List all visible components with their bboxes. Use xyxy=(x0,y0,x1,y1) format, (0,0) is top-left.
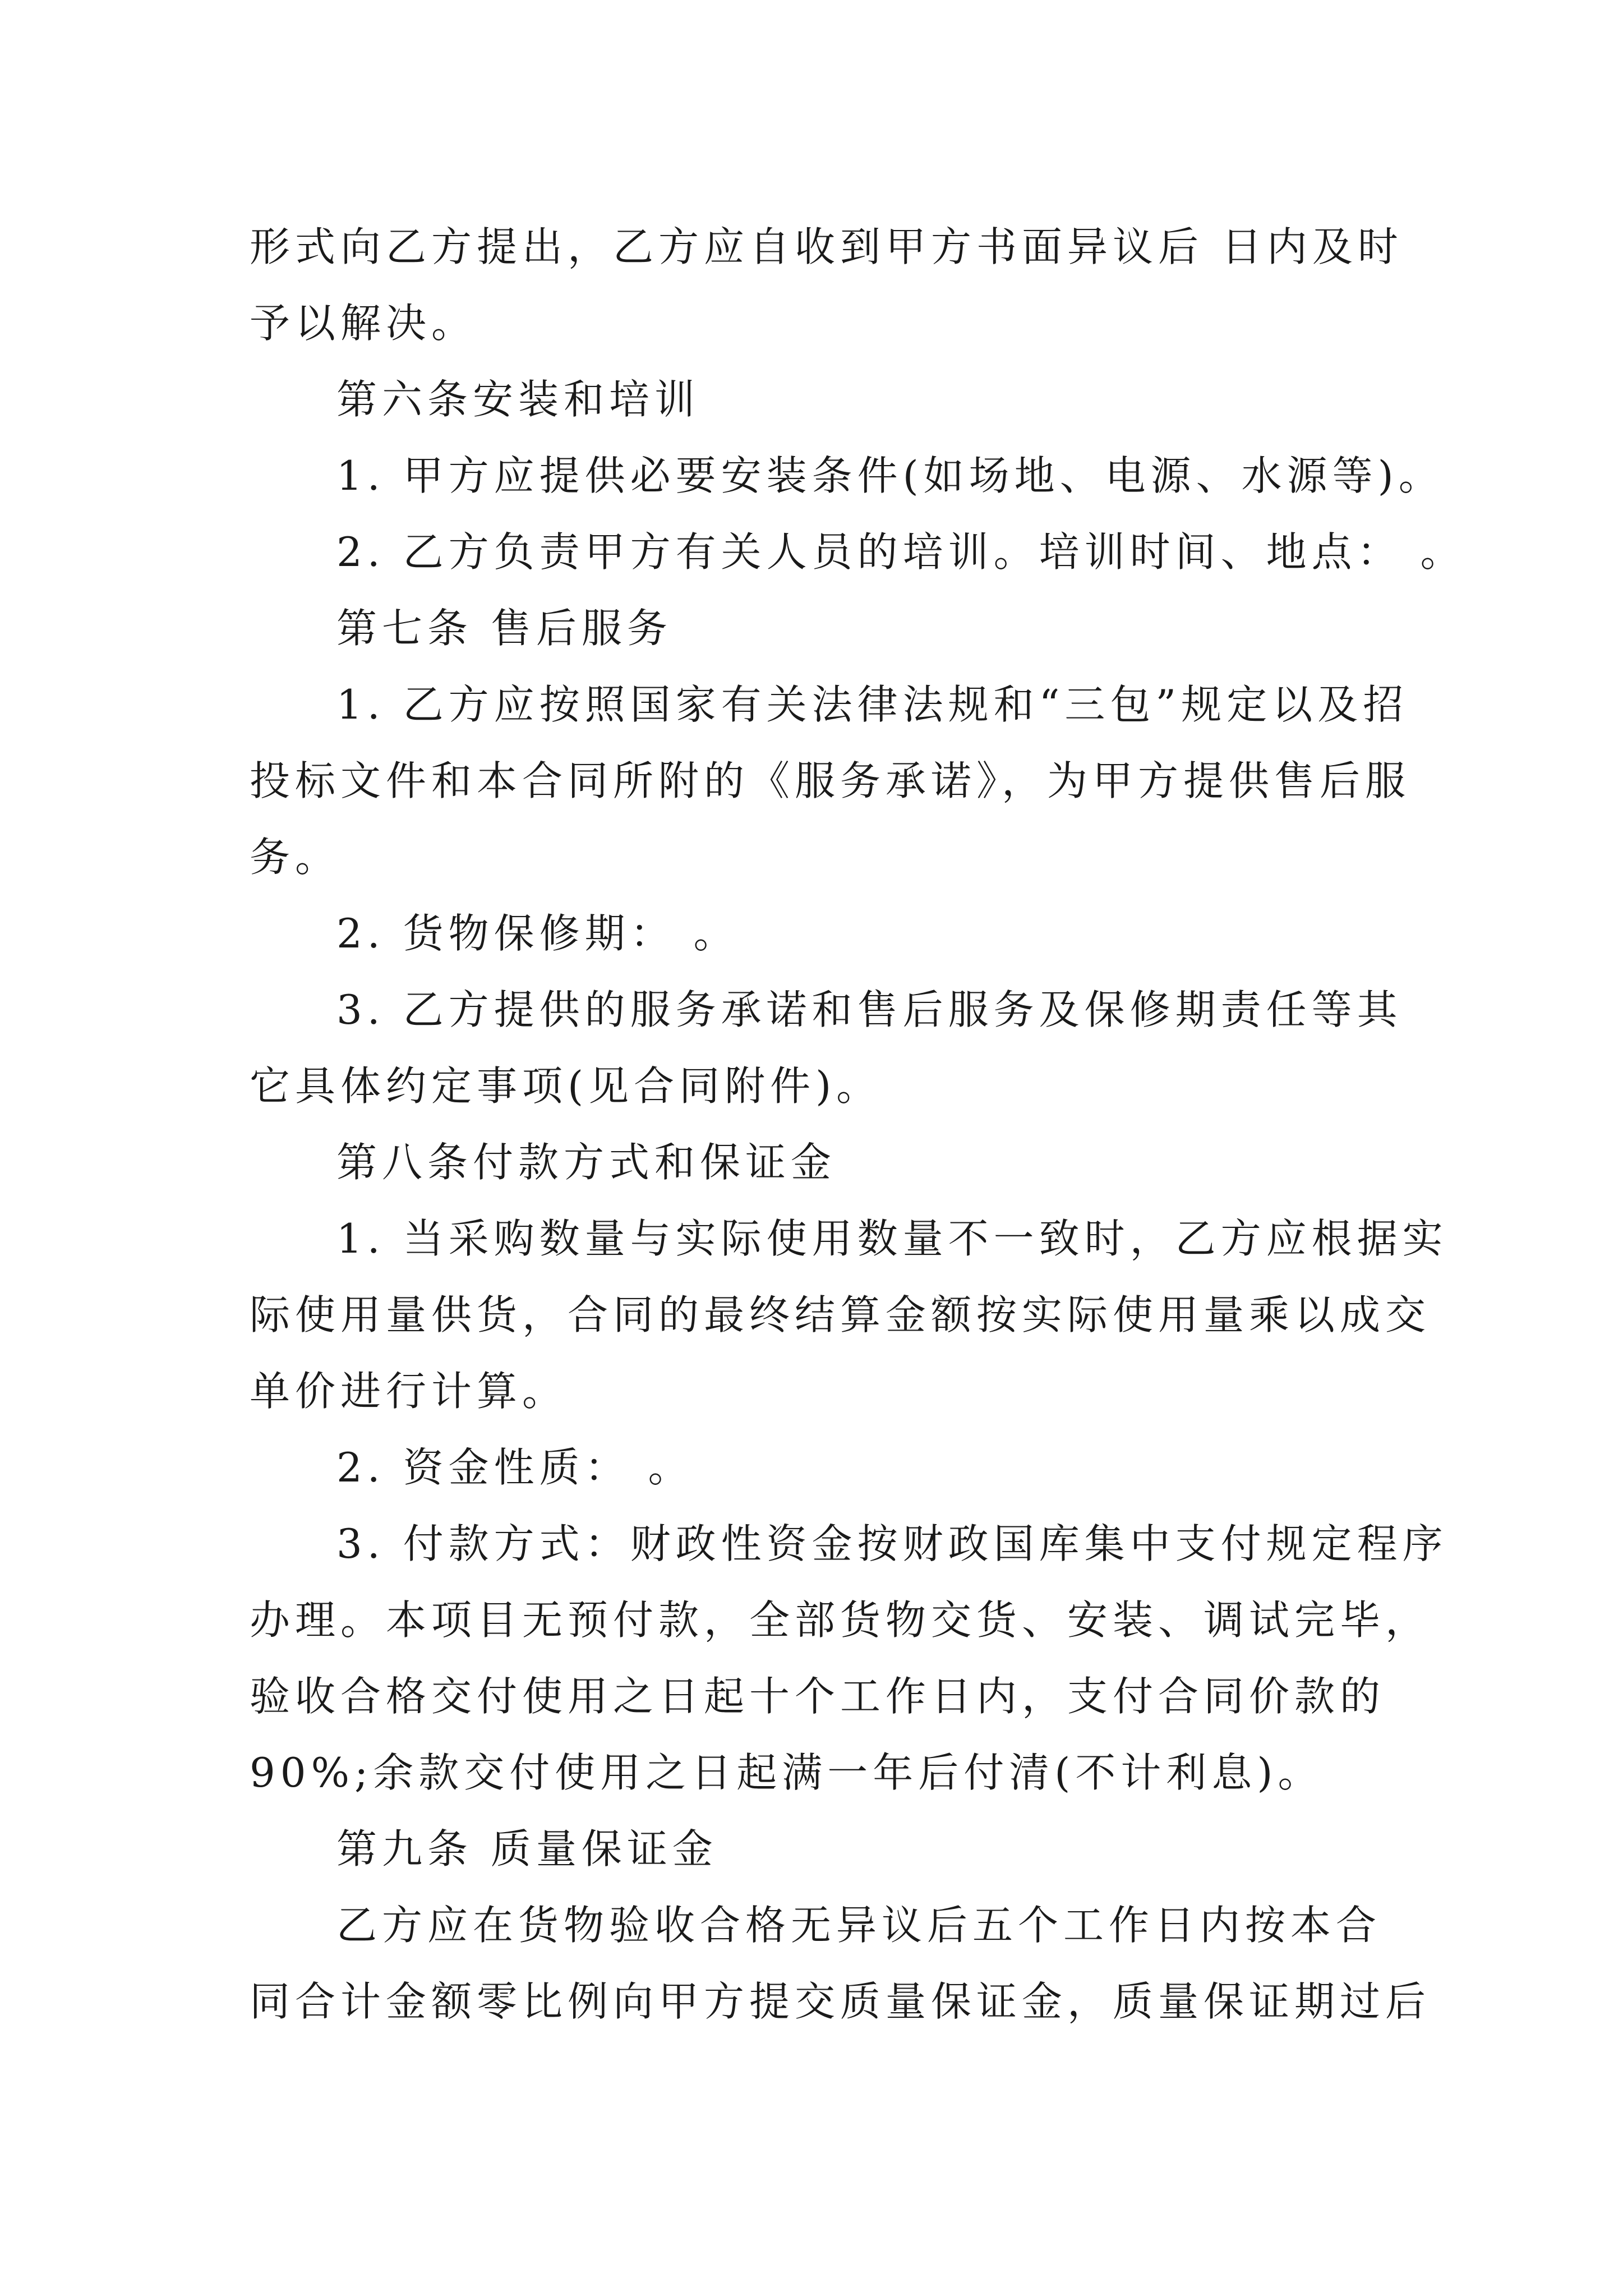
text-line: 形式向乙方提出，乙方应自收到甲方书面异议后 日内及时 xyxy=(250,223,1403,270)
text-line: 乙方应在货物验收合格无异议后五个工作日内按本合 xyxy=(336,1902,1382,1949)
text-line: 2. 乙方负责甲方有关人员的培训。培训时间、地点： 。 xyxy=(336,528,1466,576)
text-line: 它具体约定事项(见合同附件)。 xyxy=(250,1062,882,1110)
text-line: 1. 当采购数量与实际使用数量不一致时，乙方应根据实 xyxy=(336,1215,1448,1262)
text-line: 验收合格交付使用之日起十个工作日内，支付合同价款的 xyxy=(250,1673,1386,1720)
text-line: 单价进行计算。 xyxy=(250,1368,568,1415)
section-heading-7: 第七条 售后服务 xyxy=(336,605,672,652)
text-line: 3. 付款方式：财政性资金按财政国库集中支付规定程序 xyxy=(336,1520,1448,1567)
text-line: 2. 货物保修期： 。 xyxy=(336,910,739,957)
text-line: 同合计金额零比例向甲方提交质量保证金，质量保证期过后 xyxy=(250,1978,1431,2025)
text-line: 1. 乙方应按照国家有关法律法规和“三包”规定以及招 xyxy=(336,681,1409,728)
section-heading-6: 第六条安装和培训 xyxy=(336,376,700,423)
text-line: 3. 乙方提供的服务承诺和售后服务及保修期责任等其 xyxy=(336,986,1403,1033)
text-line: 1. 甲方应提供必要安装条件(如场地、电源、水源等)。 xyxy=(336,452,1444,499)
document-body xyxy=(250,209,1466,2040)
text-line: 2. 资金性质： 。 xyxy=(336,1444,694,1491)
text-line: 90%;余款交付使用之日起满一年后付清(不计利息)。 xyxy=(250,1749,1324,1796)
text-line: 予以解决。 xyxy=(250,300,477,347)
text-line: 投标文件和本合同所附的《服务承诺》，为甲方提供售后服 xyxy=(250,757,1411,804)
text-line: 务。 xyxy=(250,834,341,881)
section-heading-9: 第九条 质量保证金 xyxy=(336,1825,718,1872)
section-heading-8: 第八条付款方式和保证金 xyxy=(336,1139,837,1186)
text-line: 办理。本项目无预付款，全部货物交货、安装、调试完毕， xyxy=(250,1596,1431,1644)
text-line: 际使用量供货，合同的最终结算金额按实际使用量乘以成交 xyxy=(250,1291,1431,1338)
